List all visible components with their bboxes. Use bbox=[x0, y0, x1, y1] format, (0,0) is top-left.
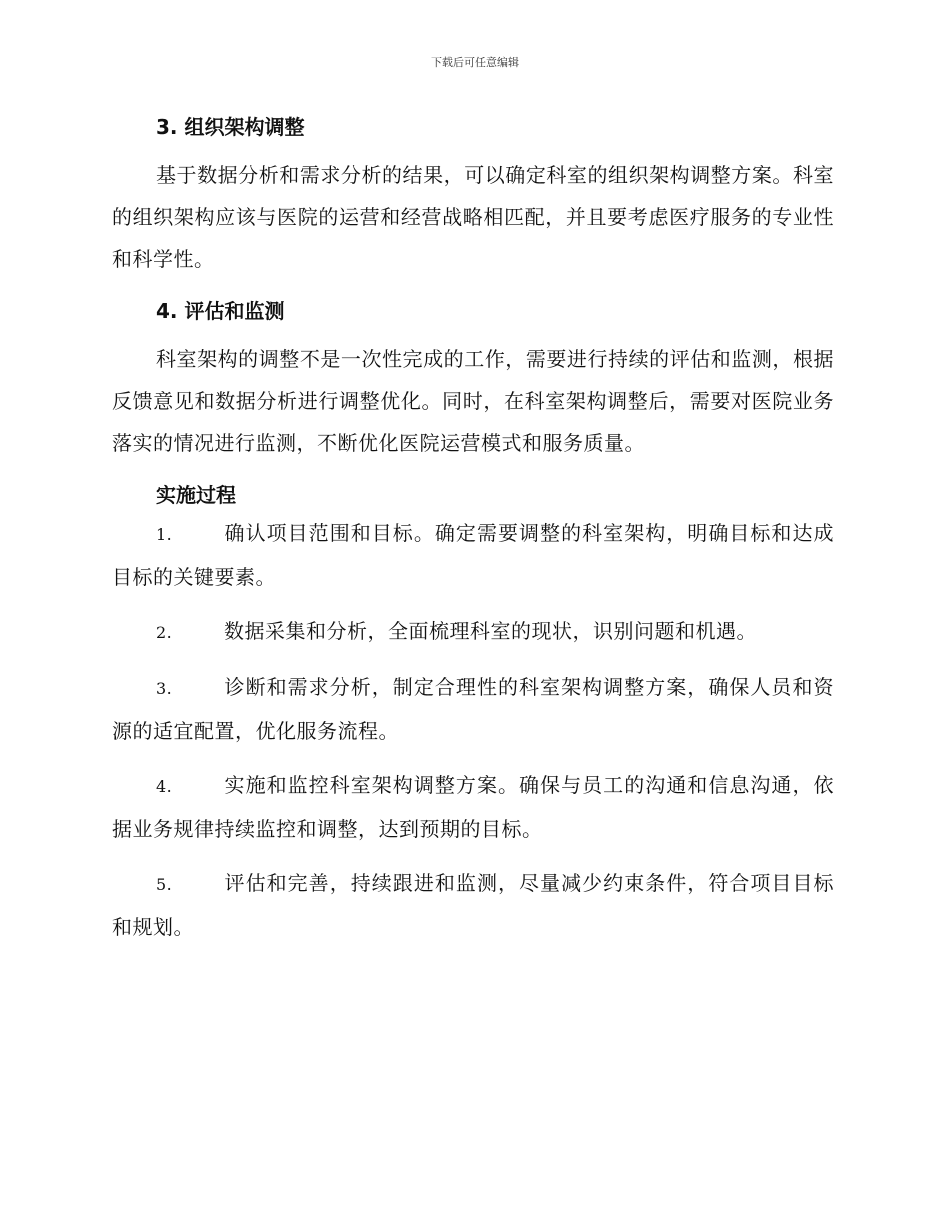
process-heading: 实施过程 bbox=[156, 483, 236, 507]
list-item-number: 3. bbox=[156, 679, 173, 698]
section-paragraph-org-adjustment: 基于数据分析和需求分析的结果，可以确定科室的组织架构调整方案。科室的组织架构应该与医院的运营和经营战略相匹配，并且要考虑医疗服务的专业性和科学性。 bbox=[112, 163, 834, 271]
list-item-text: 确认项目范围和目标。确定需要调整的科室架构，明确目标和达成目标的关键要素。 bbox=[112, 521, 834, 589]
document-body bbox=[112, 110, 834, 948]
list-item-number: 2. bbox=[156, 623, 173, 642]
list-item bbox=[112, 610, 834, 654]
list-item bbox=[112, 512, 834, 598]
list-item bbox=[112, 862, 834, 948]
list-item-text: 数据采集和分析，全面梳理科室的现状，识别问题和机遇。 bbox=[224, 619, 757, 643]
section-heading-evaluation: 4. 评估和监测 bbox=[156, 299, 285, 323]
section-heading-org-adjustment: 3. 组织架构调整 bbox=[156, 115, 305, 139]
list-item-text: 诊断和需求分析，制定合理性的科室架构调整方案，确保人员和资源的适宜配置，优化服务流程。 bbox=[112, 675, 834, 743]
list-item bbox=[112, 666, 834, 752]
list-item-number: 4. bbox=[156, 777, 173, 796]
section-paragraph-evaluation: 科室架构的调整不是一次性完成的工作，需要进行持续的评估和监测，根据反馈意见和数据分析进行调整优化。同时，在科室架构调整后，需要对医院业务落实的情况进行监测，不断优化医院运营模式和服务质量。 bbox=[112, 347, 834, 455]
list-item-number: 1. bbox=[156, 525, 173, 544]
list-item-number: 5. bbox=[156, 875, 173, 894]
list-item-text: 实施和监控科室架构调整方案。确保与员工的沟通和信息沟通，依据业务规律持续监控和调整，达到预期的目标。 bbox=[112, 773, 834, 841]
page-header: 下载后可任意编辑 bbox=[431, 56, 519, 69]
list-item bbox=[112, 764, 834, 850]
list-item-text: 评估和完善，持续跟进和监测，尽量减少约束条件，符合项目目标和规划。 bbox=[112, 871, 834, 939]
